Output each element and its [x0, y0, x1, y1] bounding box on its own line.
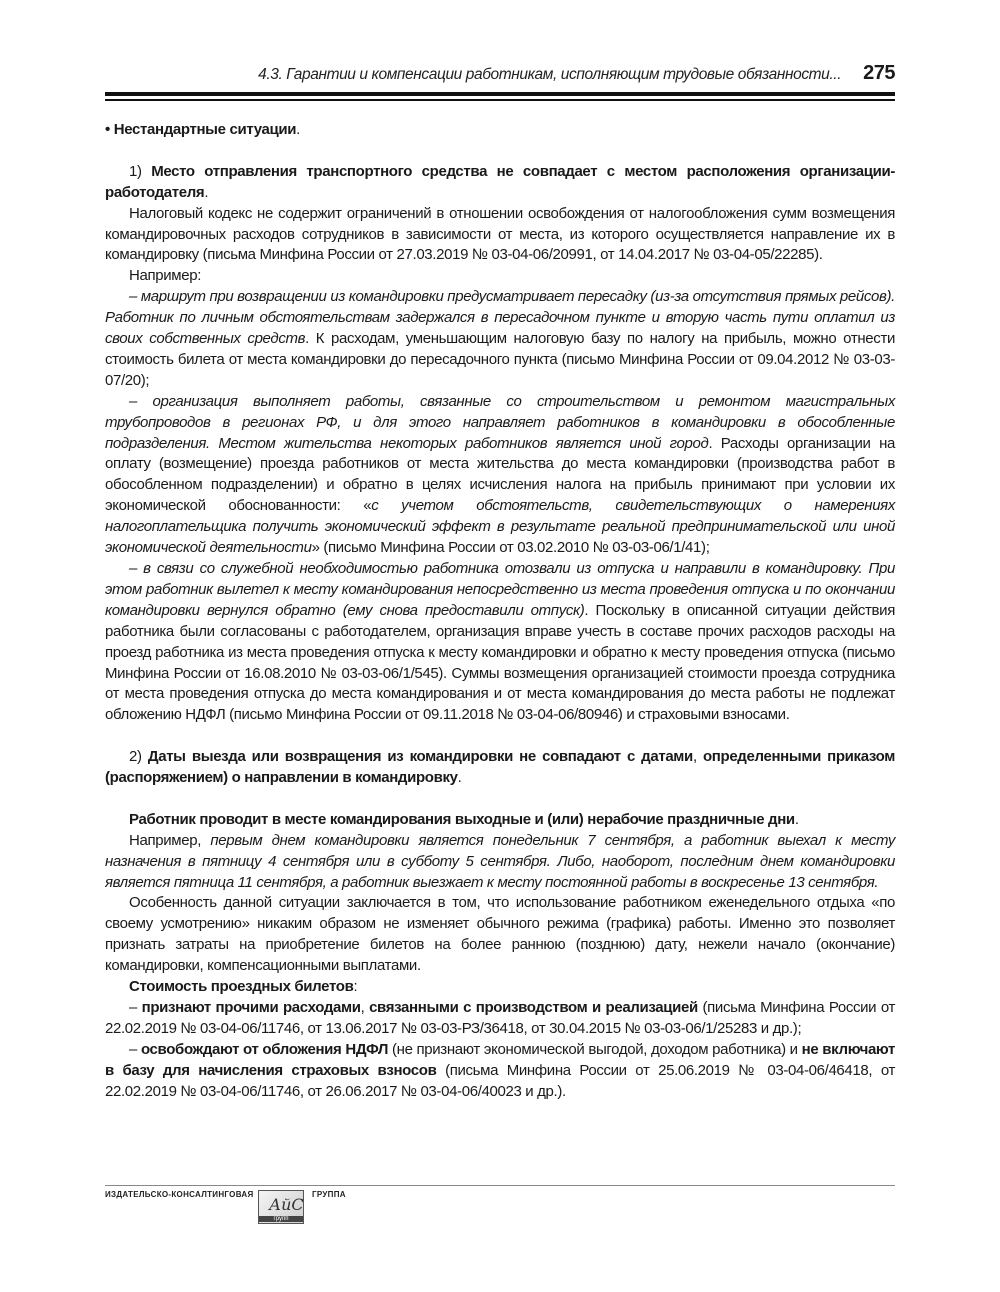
bold-text: не включают в базу для начисления страховых взносов	[105, 1040, 896, 1079]
paragraph	[105, 559, 895, 726]
paragraph	[105, 747, 895, 789]
bold-text: Даты выезда или возвращения из командировки не совпадают с датами	[147, 748, 693, 766]
paragraph	[105, 893, 895, 977]
bold-text: освобождают от обложения НДФЛ	[140, 1040, 389, 1058]
footer-rule	[105, 1185, 895, 1186]
paragraph	[105, 977, 895, 998]
paragraph	[105, 831, 895, 894]
paragraph	[105, 204, 895, 267]
text-run: ,	[692, 748, 703, 766]
body-text	[105, 120, 895, 1103]
text-run: –	[129, 1040, 141, 1058]
bold-text: признают прочими расходами	[141, 999, 361, 1017]
text-run: .	[204, 183, 209, 201]
text-run: » (письмо Минфина России от 03.02.2010 № 03-03-06/1/41);	[311, 539, 710, 557]
logo-caption: групп	[259, 1216, 303, 1222]
italic-text: первым днем командировки является понедельник 7 сентября, а работник выехал к месту назначения в пятницу 4 сентября или в субботу 5 сентября. Либо, наоборот, последним днем командировки является пятница 11 сентября, а работник выезжает к месту постоянной работы в воскресенье 13 сентября.	[105, 831, 895, 891]
publisher-logo	[258, 1190, 304, 1224]
paragraph	[105, 266, 895, 287]
page-number: 275	[863, 62, 895, 84]
publisher-label-right: ГРУППА	[312, 1190, 346, 1199]
text-run: 2)	[129, 748, 148, 766]
text-run: (не признают экономической выгодой, доходом работника) и	[388, 1040, 802, 1058]
italic-text: – маршрут при возвращении из командировки предусматривает пересадку (из-за отсутствия прямых рейсов). Работник по личным обстоятельствам задержался в пересадочном пункте и вторую часть пути оплатил из своих собственных средств	[105, 288, 895, 348]
bold-text: определенными приказом (распоряжением) о направлении в командировку	[105, 748, 895, 787]
paragraph	[105, 392, 895, 559]
bold-text: Стоимость проездных билетов	[129, 978, 354, 996]
text-run: (письма Минфина России от 22.02.2019 № 03-04-06/11746, от 13.06.2017 № 03-03-РЗ/36418, от 30.04.2015 № 03-03-06/1/25283 и др.);	[105, 999, 895, 1037]
paragraph	[105, 120, 895, 141]
logo-mark: АйС	[269, 1195, 304, 1214]
text-run: Например,	[129, 831, 211, 849]
text-run: . Расходы организации на оплату (возмещение) проезда работников от места жительства до места командировки (производства работ в обособленном подразделении) и обратно в целях исчисления налога на прибыль принимают при условии их экономической обоснованности: «	[105, 434, 895, 515]
italic-text: с учетом обстоятельств, свидетельствующих о намерениях налогоплательщика получить экономический эффект в результате реальной предпринимательской или иной экономической деятельности	[105, 497, 895, 557]
text-run: Налоговый кодекс не содержит ограничений в отношении освобождения от налогообложения сумм возмещения командировочных расходов сотрудников в зависимости от места, из которого осуществляется направление их в командировку (письма Минфина России от 27.03.2019 № 03-04-06/20991, от 14.04.2017 № 03-04-05/22285).	[105, 204, 895, 264]
italic-text: – в связи со служебной необходимостью работника отозвали из отпуска и направили в командировку. При этом работник вылетел к месту командирования непосредственно из места проведения отпуска и по окончании командировки вернулся обратно (ему снова предоставили отпуск)	[105, 560, 895, 619]
text-run: Особенность данной ситуации заключается в том, что использование работником еженедельного отдыха «по своему усмотрению» никаким образом не изменяет обычного режима (графика) работы. Именно это позволяет признать затраты на приобретение билетов на более раннюю (позднюю) дату, нежели начало (окончание) командировки, компенсационными выплатами.	[105, 894, 895, 975]
text-run: .	[457, 769, 462, 787]
text-run: :	[353, 978, 358, 996]
paragraph	[105, 998, 895, 1040]
bold-text: Место отправления транспортного средства не совпадает с местом расположения организации-работодателя	[105, 162, 895, 201]
text-run: (письма Минфина России от 25.06.2019 № 03-04-06/46418, от 22.02.2019 № 03-04-06/11746, от 26.06.2017 № 03-04-06/40023 и др.).	[105, 1061, 896, 1100]
text-run: –	[129, 999, 142, 1017]
text-run: Например:	[129, 267, 202, 285]
text-run: . Поскольку в описанной ситуации действия работника были согласованы с работодателем, организация вправе учесть в составе прочих расходов расходы на проезд работника из места проведения отпуска к месту командировки и обратно к месту проведения отпуска (письмо Минфина России от 16.08.2010 № 03-03-06/1/545). Суммы возмещения организацией стоимости проезда сотрудника от места проведения отпуска до места командирования и от места командирования до места работы не подлежат обложению НДФЛ (письмо Минфина России от 09.11.2018 № 03-04-06/80946) и страховыми взносами.	[105, 601, 895, 724]
section-title: 4.3. Гарантии и компенсации работникам, исполняющим трудовые обязанности...	[258, 66, 842, 83]
text-run: .	[296, 121, 300, 138]
paragraph	[105, 287, 895, 392]
paragraph	[105, 162, 895, 204]
paragraph	[105, 810, 895, 831]
text-run: .	[794, 810, 799, 828]
text-run: 1)	[129, 162, 152, 180]
header-rule-thick	[105, 92, 895, 96]
bold-text: •	[105, 121, 114, 138]
text-run: . К расходам, уменьшающим налоговую базу по налогу на прибыль, можно отнести стоимость билета от места командировки до пересадочного пункта (письмо Минфина России от 09.04.2012 № 03-03-07/20);	[105, 330, 895, 389]
paragraph	[105, 1040, 895, 1103]
bold-text: Нестандартные ситуации	[113, 121, 297, 138]
header-rule-thin	[105, 99, 895, 101]
running-header	[105, 62, 895, 86]
italic-text: – организация выполняет работы, связанные со строительством и ремонтом магистральных трубопроводов в регионах РФ, и для этого направляет работников в командировки в обособленные подразделения. Местом жительства некоторых работников является иной город	[105, 392, 895, 452]
publisher-label-left: ИЗДАТЕЛЬСКО-КОНСАЛТИНГОВАЯ	[105, 1190, 254, 1199]
bold-text: Работник проводит в месте командирования выходные и (или) нерабочие праздничные дни	[129, 810, 795, 828]
bold-text: связанными с производством и реализацией	[369, 999, 698, 1017]
text-run: ,	[360, 999, 370, 1017]
